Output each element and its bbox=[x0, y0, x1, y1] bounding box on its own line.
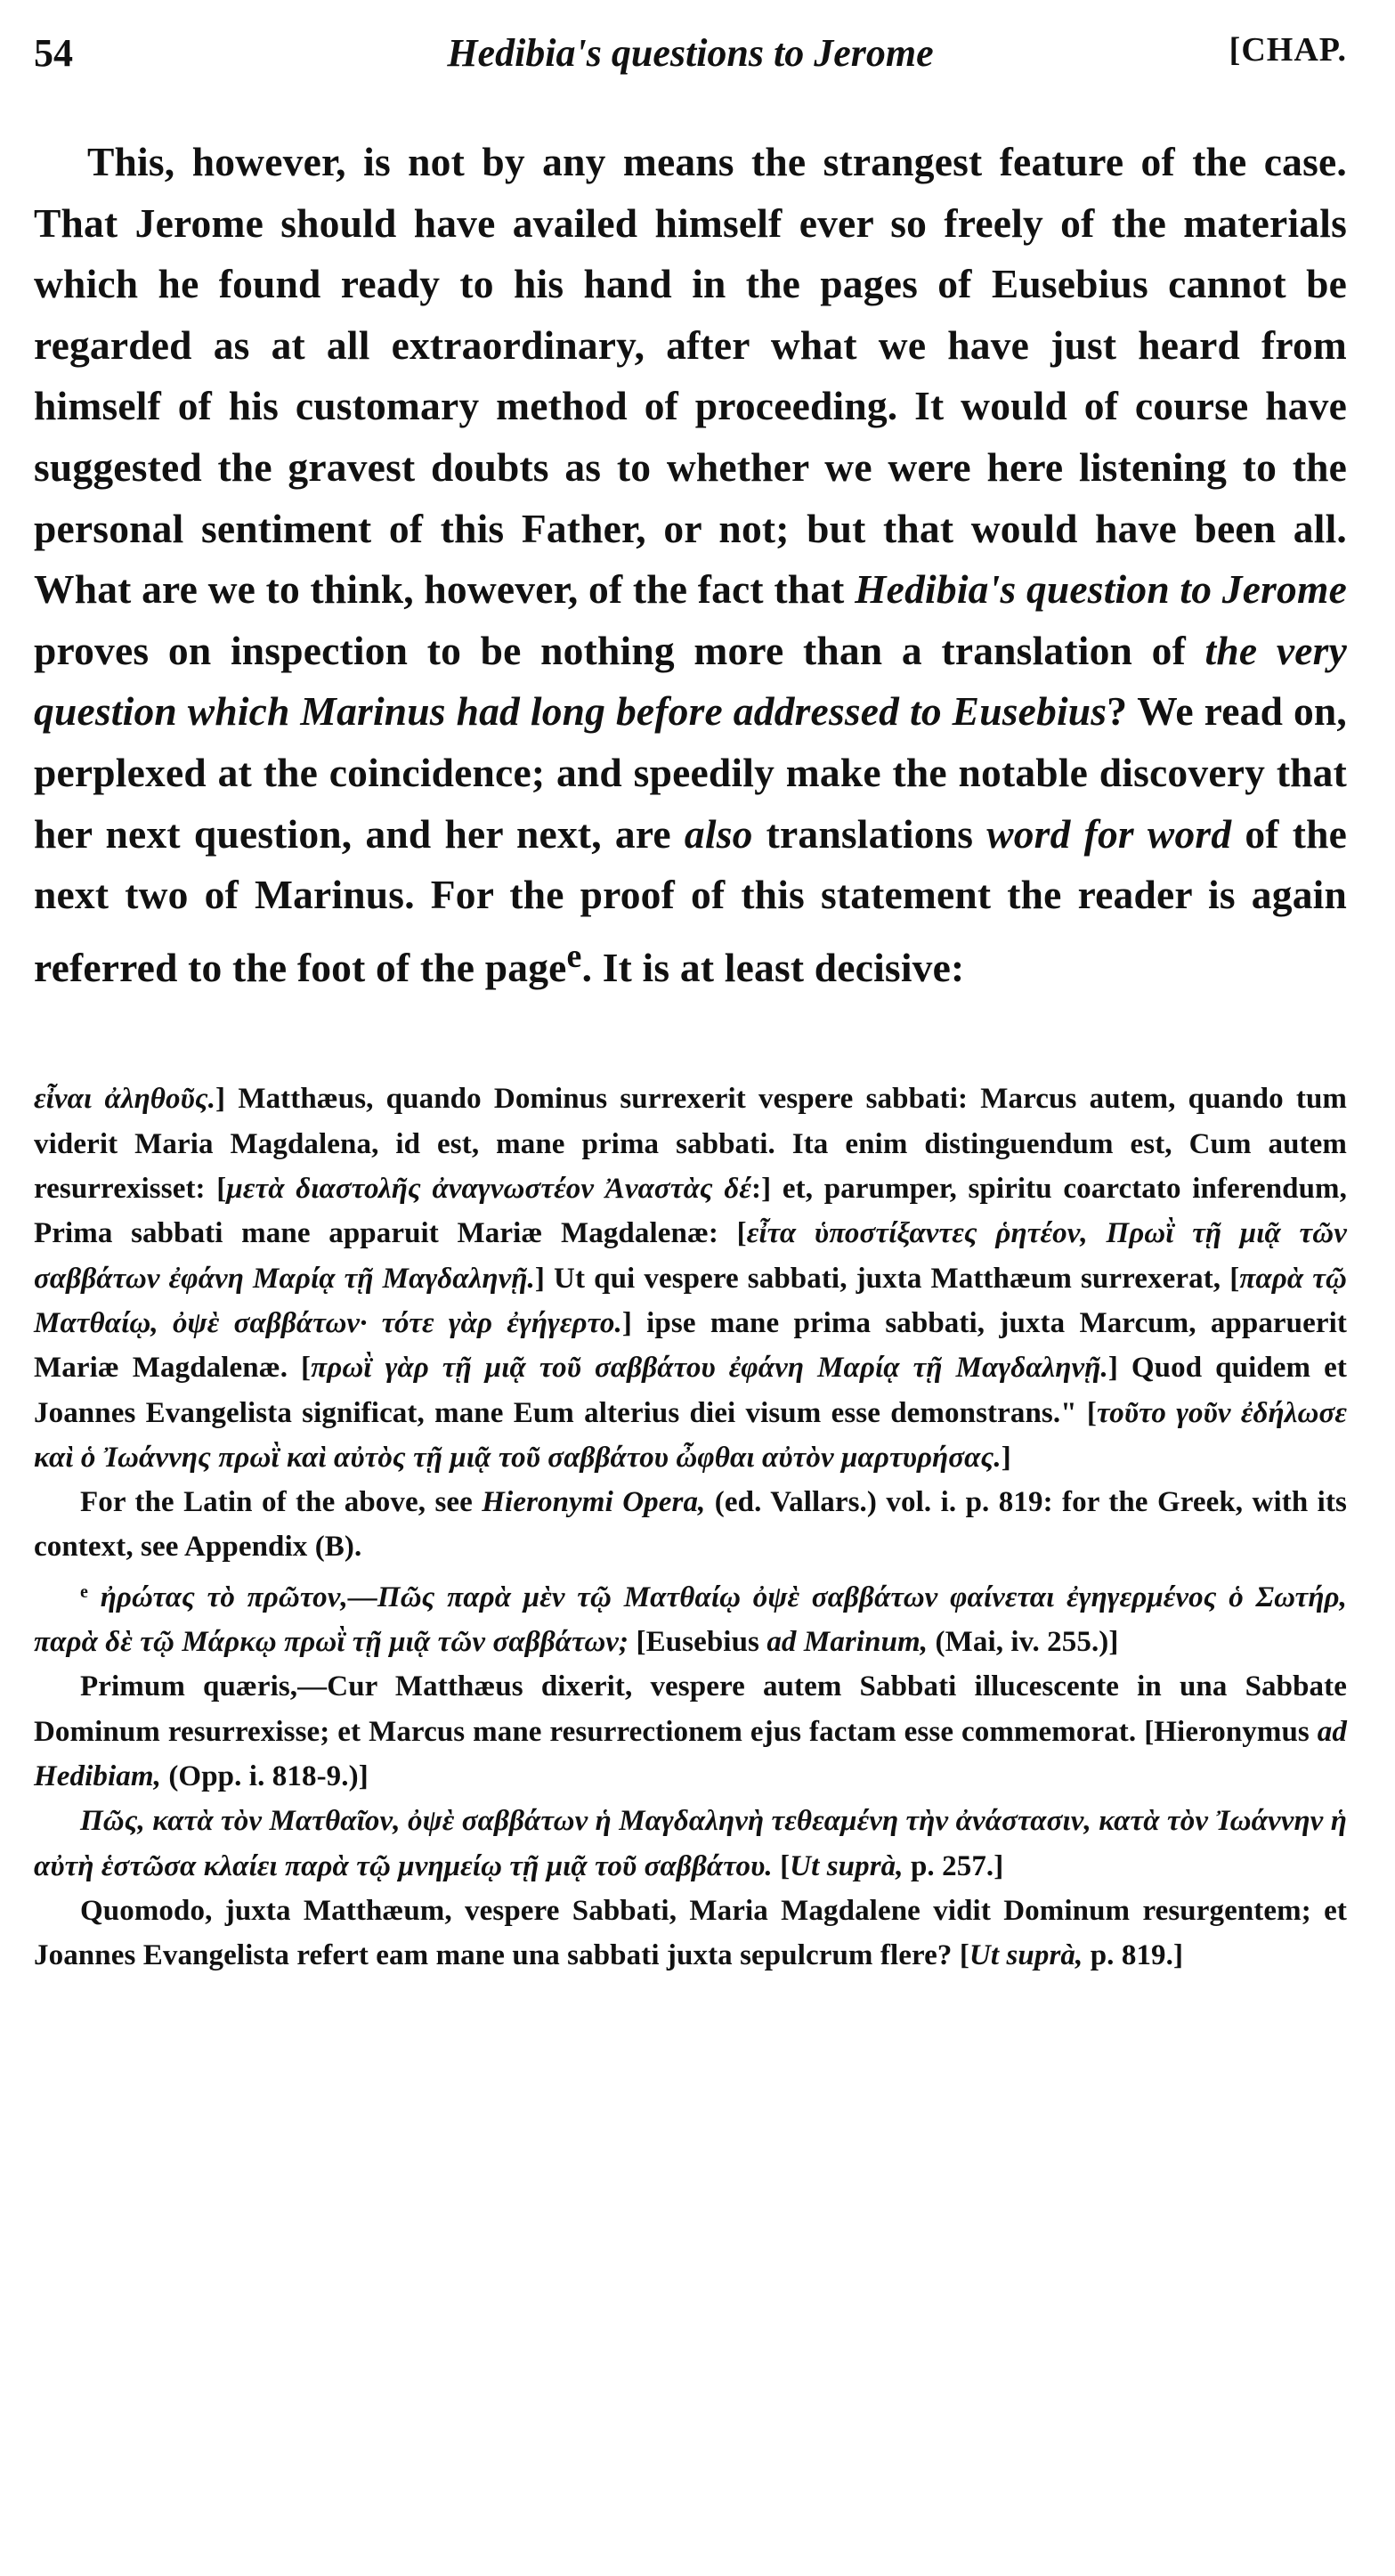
note-text: ] Quod quidem et Joannes Evangelista significat, mane Eum alterius diei visum esse demonstrans." [ bbox=[34, 1352, 1347, 1429]
body-text: . It is at least decisive: bbox=[581, 944, 965, 990]
body-italic: the very question which Marinus had long before addressed to Eusebius bbox=[34, 627, 1347, 735]
body-italic: also bbox=[684, 810, 753, 857]
note-text: ] Ut qui vespere sabbati, juxta Matthæum surrexerat, [ bbox=[534, 1262, 1240, 1295]
body-italic: Hedibia's question to Jerome bbox=[855, 566, 1347, 613]
footnote-e-greek-2 bbox=[34, 1799, 1347, 1889]
note-text: p. 257.] bbox=[903, 1849, 1004, 1882]
footnote-e-latin-2 bbox=[34, 1889, 1347, 1979]
footnotes bbox=[34, 1077, 1347, 1978]
footnote-e-latin bbox=[34, 1664, 1347, 1799]
body-text: of the next two of Marinus. For the proof of this statement the reader is again referred to the foot of the page bbox=[34, 810, 1347, 990]
note-text: (ed. Vallars.) vol. i. p. 819: for the Greek, with its context, see Appendix (B). bbox=[34, 1486, 1347, 1564]
note-text: (Mai, iv. 255.)] bbox=[928, 1626, 1119, 1659]
note-text: [Eusebius bbox=[629, 1626, 767, 1659]
note-italic: ad Marinum, bbox=[766, 1626, 929, 1659]
footnote-e-greek bbox=[34, 1570, 1347, 1665]
greek-text: πρωῒ γὰρ τῇ μιᾷ τοῦ σαββάτου ἐφάνη Μαρίᾳ τῇ Μαγδαληνῇ. bbox=[311, 1352, 1108, 1385]
footnote-quotation bbox=[34, 1077, 1347, 1480]
body-text: proves on inspection to be nothing more than a translation of bbox=[34, 627, 1205, 673]
footnote-source bbox=[34, 1480, 1347, 1570]
footnote-marker: e bbox=[80, 1581, 88, 1602]
greek-text: εἶναι ἀληθοῦς. bbox=[34, 1083, 216, 1116]
greek-text: τοῦτο γοῦν ἐδήλωσε καὶ ὁ Ἰωάννης πρωῒ καὶ αὐτὸς τῇ μιᾷ τοῦ σαββάτου ὦφθαι αὐτὸν μαρτυρήσας. bbox=[34, 1396, 1347, 1474]
note-italic: Ut suprà, bbox=[969, 1939, 1083, 1972]
note-text: For the Latin of the above, see bbox=[80, 1486, 483, 1519]
note-italic: Ut suprà, bbox=[790, 1849, 904, 1882]
running-header bbox=[34, 23, 1347, 85]
page-number: 54 bbox=[34, 31, 73, 75]
greek-text: ἠρώτας τὸ πρῶτον,—Πῶς παρὰ μὲν τῷ Ματθαίῳ ὀψὲ σαββάτων φαίνεται ἐγηγερμένος ὁ Σωτήρ, παρὰ δὲ τῷ Μάρκῳ πρωῒ τῇ μιᾷ τῶν σαββάτων; bbox=[34, 1581, 1348, 1659]
book-page bbox=[34, 23, 1347, 1978]
body-italic: word for word bbox=[986, 810, 1232, 857]
note-text: :] et, parumper, spiritu coarctato inferendum, Prima sabbati mane apparuit Mariæ Magdalenæ: [ bbox=[34, 1173, 1348, 1250]
note-text: (Opp. i. 818-9.)] bbox=[160, 1759, 369, 1792]
note-text: Primum quæris,—Cur Matthæus dixerit, vespere autem Sabbati illucescente in una Sabbate Dominum resurrexisse; et Marcus mane resurrectionem ejus factam esse commemorat. [Hieronymus bbox=[34, 1670, 1347, 1748]
greek-text: μετὰ διαστολῆς ἀναγνωστέον Ἀναστὰς δέ bbox=[226, 1173, 752, 1206]
note-text: p. 819.] bbox=[1083, 1939, 1184, 1972]
body-text: This, however, is not by any means the strangest feature of the case. That Jerome should have availed himself ever so freely of the materials which he found ready to his hand in the pages of Eusebius cannot be regarded as at all extraordinary, after what we have just heard from himself of his customary method of proceeding. It would of course have suggested the gravest doubts as to whether we were here listening to the personal sentiment of this Father, or not; but that would have been all. What are we to think, however, of the fact that bbox=[34, 139, 1347, 613]
note-italic: Hieronymi Opera, bbox=[482, 1486, 706, 1519]
body-text: translations bbox=[752, 810, 987, 857]
footnote-reference: e bbox=[566, 937, 582, 975]
chapter-marker: [CHAP. bbox=[1229, 31, 1347, 69]
greek-text: εἶτα ὑποστίξαντες ῥητέον, Πρωῒ τῇ μιᾷ τῶν σαββάτων ἐφάνη Μαρίᾳ τῇ Μαγδαληνῇ. bbox=[34, 1217, 1347, 1295]
note-text: ] ipse mane prima sabbati, juxta Marcum, apparuerit Mariæ Magdalenæ. [ bbox=[34, 1306, 1347, 1385]
greek-text: Πῶς, κατὰ τὸν Ματθαῖον, ὀψὲ σαββάτων ἡ Μαγδαληνὴ τεθεαμένη τὴν ἀνάστασιν, κατὰ τὸν Ἰωάννην ἡ αὐτὴ ἑστῶσα κλαίει παρὰ τῷ μνημείῳ τῇ μιᾷ τοῦ σαββάτου. bbox=[34, 1805, 1347, 1882]
body-paragraph bbox=[34, 132, 1347, 998]
greek-text: παρὰ τῷ Ματθαίῳ, ὀψὲ σαββάτων· τότε γὰρ ἐγήγερτο. bbox=[34, 1262, 1347, 1339]
note-italic: ad Hedibiam, bbox=[34, 1715, 1347, 1792]
body-text: ? We read on, perplexed at the coincidence; and speedily make the notable discovery that her next question, and her next, are bbox=[34, 688, 1348, 857]
note-text: [ bbox=[772, 1849, 791, 1882]
running-title: Hedibia's questions to Jerome bbox=[447, 31, 934, 75]
note-text: ] bbox=[1001, 1441, 1011, 1474]
note-text: ] Matthæus, quando Dominus surrexerit vespere sabbati: Marcus autem, quando tum viderit Maria Magdalena, id est, mane prima sabbati. Ita enim distinguendum est, Cum autem resurrexisset: [ bbox=[34, 1083, 1347, 1206]
note-text: Quomodo, juxta Matthæum, vespere Sabbati, Maria Magdalene vidit Dominum resurgentem; et Joannes Evangelista refert eam mane una sabbati juxta sepulcrum flere? [ bbox=[34, 1894, 1347, 1972]
